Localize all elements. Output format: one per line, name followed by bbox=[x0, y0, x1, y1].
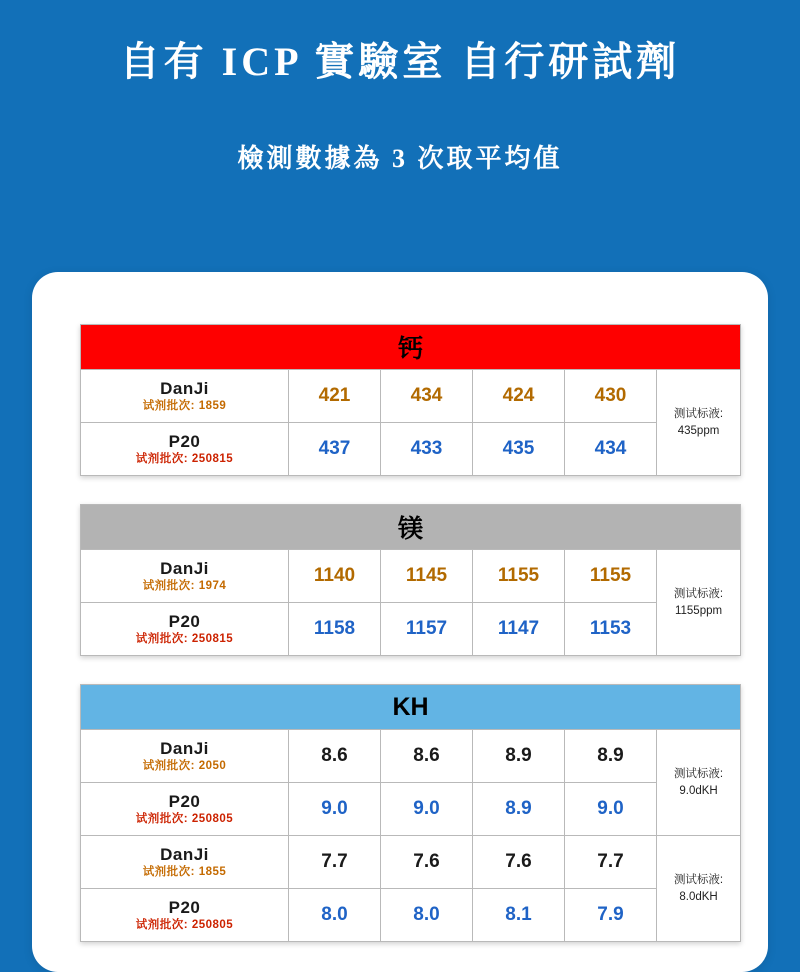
sample-label-cell bbox=[81, 370, 289, 423]
sample-batch: 试剂批次: 250815 bbox=[135, 453, 234, 466]
table-row bbox=[81, 603, 741, 656]
standard-label: 测试标液: bbox=[673, 767, 724, 780]
measurement-value: 9.0 bbox=[289, 783, 381, 836]
measurement-value: 8.9 bbox=[565, 730, 657, 783]
sample-name: P20 bbox=[168, 611, 201, 631]
sample-label-cell bbox=[81, 836, 289, 889]
standard-value: 1155ppm bbox=[674, 604, 723, 617]
sample-name: DanJi bbox=[160, 378, 209, 398]
measurement-value: 434 bbox=[565, 423, 657, 476]
element-band-label: KH bbox=[81, 685, 741, 730]
measurement-value: 7.6 bbox=[381, 836, 473, 889]
table-row bbox=[81, 836, 741, 889]
measurement-value: 424 bbox=[473, 370, 565, 423]
standard-solution-cell bbox=[657, 836, 741, 942]
sample-name: DanJi bbox=[160, 738, 209, 758]
element-table-calcium bbox=[80, 324, 741, 476]
standard-value: 435ppm bbox=[677, 424, 720, 437]
sample-batch: 试剂批次: 250815 bbox=[135, 633, 234, 646]
measurement-value: 7.6 bbox=[473, 836, 565, 889]
sample-label-cell bbox=[81, 889, 289, 942]
standard-solution-cell bbox=[657, 550, 741, 656]
sample-label-cell bbox=[81, 603, 289, 656]
standard-solution-cell bbox=[657, 370, 741, 476]
measurement-value: 7.7 bbox=[565, 836, 657, 889]
sample-batch: 试剂批次: 2050 bbox=[142, 760, 227, 773]
table-band-row bbox=[81, 685, 741, 730]
sample-label-cell bbox=[81, 783, 289, 836]
sample-name: DanJi bbox=[160, 558, 209, 578]
measurement-value: 8.0 bbox=[289, 889, 381, 942]
measurement-value: 1140 bbox=[289, 550, 381, 603]
standard-solution-cell bbox=[657, 730, 741, 836]
element-table-kh bbox=[80, 684, 741, 942]
measurement-value: 7.7 bbox=[289, 836, 381, 889]
measurement-value: 8.6 bbox=[381, 730, 473, 783]
table-row bbox=[81, 889, 741, 942]
table-row bbox=[81, 370, 741, 423]
sample-label-cell bbox=[81, 550, 289, 603]
table-row bbox=[81, 550, 741, 603]
sample-batch: 试剂批次: 250805 bbox=[135, 919, 234, 932]
element-band-label: 钙 bbox=[81, 325, 741, 370]
measurement-value: 421 bbox=[289, 370, 381, 423]
standard-label: 测试标液: bbox=[673, 407, 724, 420]
element-table-magnesium bbox=[80, 504, 741, 656]
results-card bbox=[32, 272, 768, 972]
sample-batch: 试剂批次: 1855 bbox=[142, 866, 227, 879]
sample-name: P20 bbox=[168, 431, 201, 451]
standard-value: 9.0dKH bbox=[679, 784, 718, 797]
measurement-value: 1155 bbox=[565, 550, 657, 603]
measurement-value: 434 bbox=[381, 370, 473, 423]
table-row bbox=[81, 423, 741, 476]
standard-value: 8.0dKH bbox=[679, 890, 718, 903]
table-band-row bbox=[81, 325, 741, 370]
sample-name: DanJi bbox=[160, 844, 209, 864]
measurement-value: 8.9 bbox=[473, 730, 565, 783]
measurement-value: 1157 bbox=[381, 603, 473, 656]
measurement-value: 437 bbox=[289, 423, 381, 476]
table-row bbox=[81, 783, 741, 836]
measurement-value: 1147 bbox=[473, 603, 565, 656]
measurement-value: 435 bbox=[473, 423, 565, 476]
sample-batch: 试剂批次: 250805 bbox=[135, 813, 234, 826]
page-header bbox=[0, 0, 800, 175]
results-tables bbox=[32, 272, 768, 942]
measurement-value: 8.6 bbox=[289, 730, 381, 783]
standard-label: 测试标液: bbox=[673, 873, 724, 886]
measurement-value: 9.0 bbox=[381, 783, 473, 836]
page-title: 自有 ICP 實驗室 自行研試劑 bbox=[119, 39, 681, 84]
measurement-value: 7.9 bbox=[565, 889, 657, 942]
sample-name: P20 bbox=[168, 897, 201, 917]
page-subtitle: 檢測數據為 3 次取平均值 bbox=[237, 144, 563, 173]
measurement-value: 433 bbox=[381, 423, 473, 476]
sample-batch: 试剂批次: 1859 bbox=[142, 400, 227, 413]
table-band-row bbox=[81, 505, 741, 550]
measurement-value: 1145 bbox=[381, 550, 473, 603]
element-band-label: 镁 bbox=[81, 505, 741, 550]
standard-label: 测试标液: bbox=[673, 587, 724, 600]
measurement-value: 1158 bbox=[289, 603, 381, 656]
measurement-value: 8.0 bbox=[381, 889, 473, 942]
table-row bbox=[81, 730, 741, 783]
sample-name: P20 bbox=[168, 791, 201, 811]
measurement-value: 430 bbox=[565, 370, 657, 423]
measurement-value: 8.9 bbox=[473, 783, 565, 836]
measurement-value: 9.0 bbox=[565, 783, 657, 836]
sample-label-cell bbox=[81, 730, 289, 783]
measurement-value: 1153 bbox=[565, 603, 657, 656]
measurement-value: 8.1 bbox=[473, 889, 565, 942]
sample-batch: 试剂批次: 1974 bbox=[142, 580, 227, 593]
sample-label-cell bbox=[81, 423, 289, 476]
measurement-value: 1155 bbox=[473, 550, 565, 603]
